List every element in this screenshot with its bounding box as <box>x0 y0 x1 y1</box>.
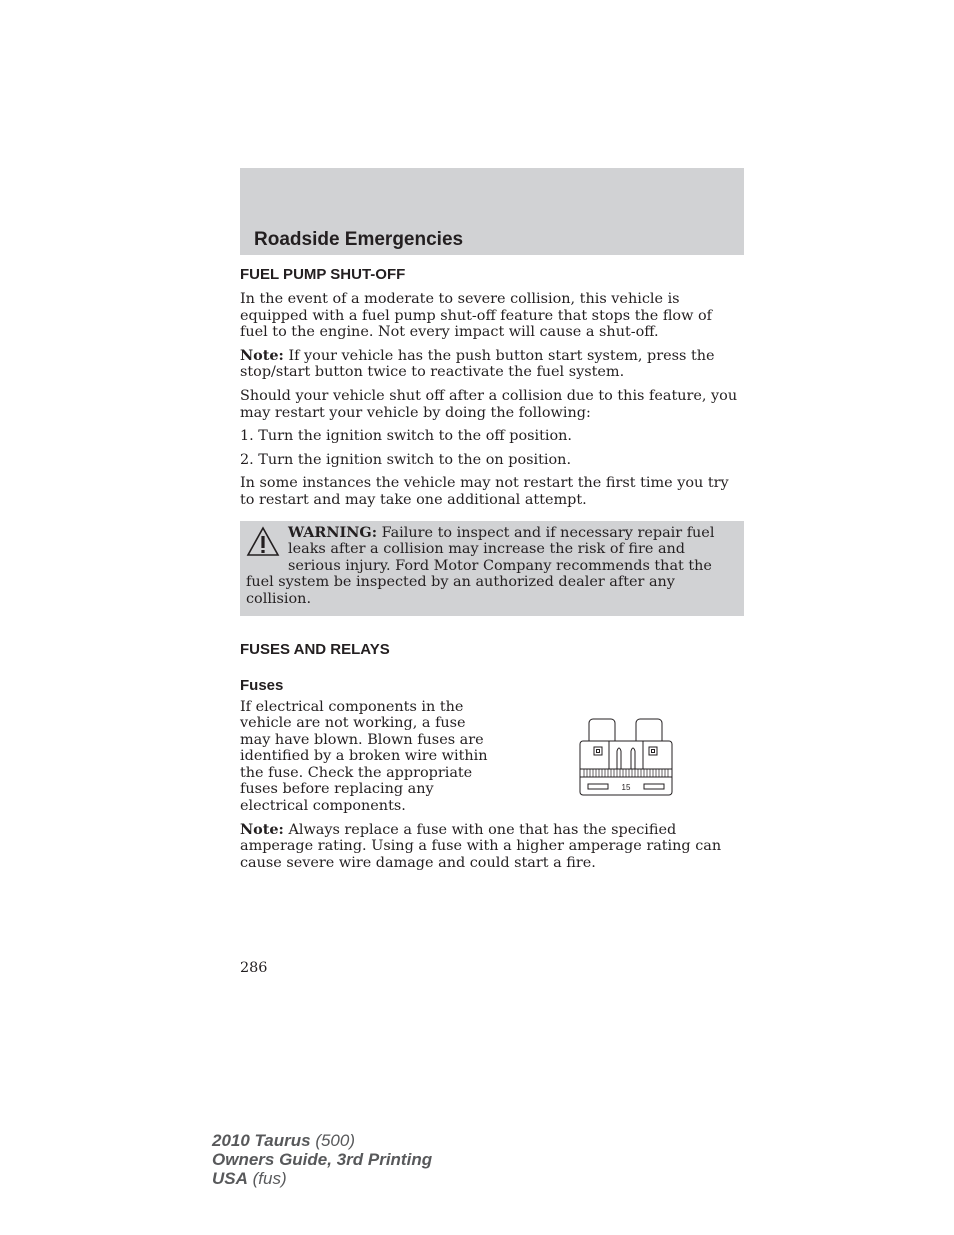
warning-box <box>240 521 744 616</box>
document-footer <box>212 1131 432 1188</box>
fuses-subheading: Fuses <box>240 676 284 694</box>
footer-line-1 <box>212 1131 432 1150</box>
fuel-pump-para-2: Should your vehicle shut off after a collision due to this feature, you may restart your vehicle by doing the following: <box>240 387 738 421</box>
fuel-pump-para-1: In the event of a moderate to severe collision, this vehicle is equipped with a fuel pump shut-off feature that stops the flow of fuel to the engine. Not every impact will cause a shut-off. <box>240 291 712 341</box>
step-2: 2. Turn the ignition switch to the on position. <box>240 451 572 468</box>
fuses-para: If electrical components in the vehicle are not working, a fuse may have blown. Blown fuses are identified by a broken wire within the fuse. Check the appropriate fuses before replacing any electrical components. <box>240 698 488 815</box>
footer-model-code: (500) <box>310 1131 356 1150</box>
warning-triangle-icon <box>246 525 280 559</box>
step-1: 1. Turn the ignition switch to the off position. <box>240 428 572 445</box>
footer-model: 2010 Taurus <box>212 1131 311 1150</box>
fuel-pump-note <box>240 348 744 381</box>
fuses-relays-heading: FUSES AND RELAYS <box>240 640 390 658</box>
fuses-row <box>240 699 744 815</box>
footer-market-code: (fus) <box>247 1169 287 1188</box>
footer-guide: Owners Guide, 3rd Printing <box>212 1150 433 1169</box>
warning-text <box>246 525 738 608</box>
note-text: If your vehicle has the push button start system, press the stop/start button twice to reactivate the fuel system. <box>240 347 715 381</box>
fuses-note-label: Note: <box>240 820 284 838</box>
fuses-section <box>240 641 744 872</box>
footer-line-3 <box>212 1169 432 1188</box>
warning-label: WARNING: <box>288 523 378 541</box>
fuses-note <box>240 822 744 872</box>
footer-market: USA <box>212 1169 248 1188</box>
note-label: Note: <box>240 346 284 364</box>
fuse-illustration-icon <box>579 717 674 797</box>
page-number: 286 <box>240 960 268 976</box>
fuel-pump-heading: FUEL PUMP SHUT-OFF <box>240 266 406 283</box>
fuse-rating-label: 15 <box>621 782 631 792</box>
fuses-note-text: Always replace a fuse with one that has the specified amperage rating. Using a fuse with a higher amperage rating can cause severe wire damage and could start a fire. <box>240 821 722 871</box>
section-title: Roadside Emergencies <box>254 229 464 250</box>
section-header-band <box>240 168 744 255</box>
fuel-pump-para-3: In some instances the vehicle may not restart the first time you try to restart and may take one additional attempt. <box>240 475 729 508</box>
warning-body: Failure to inspect and if necessary repair fuel leaks after a collision may increase the risk of fire and serious injury. Ford Motor Company recommends that the fuel system be inspected by an authorized dealer after any collision. <box>246 524 715 607</box>
page-content <box>240 266 744 878</box>
